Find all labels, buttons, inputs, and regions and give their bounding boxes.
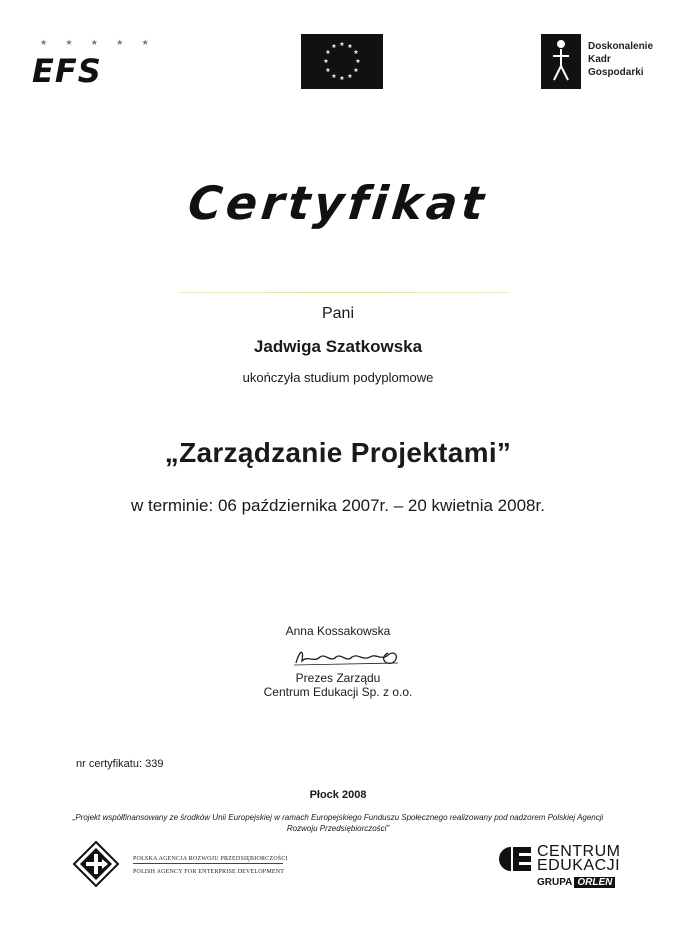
centrum-edukacji-logo-icon (497, 846, 533, 872)
svg-text:★: ★ (347, 43, 353, 50)
funding-note: „Projekt współfinansowany ze środków Unii Europejskiej w ramach Europejskiego Funduszu Społecznego realizowany pod nadzorem Polskiej Agencji Rozwoju Przedsiębiorczości” (72, 813, 604, 833)
ce-logo-line-1: CENTRUM (537, 843, 621, 860)
place-and-year: Płock 2008 (309, 789, 367, 801)
efs-logo (32, 38, 157, 93)
svg-text:★: ★ (339, 75, 345, 82)
completion-text: ukończyła studium podyplomowe (242, 370, 434, 385)
eu-flag-icon (301, 34, 383, 89)
svg-text:★: ★ (331, 73, 337, 80)
signatory-role: Prezes Zarządu (295, 671, 381, 685)
course-name: „Zarządzanie Projektami” (164, 437, 512, 468)
program-logo-line-2: Kadr (588, 54, 611, 65)
orlen-label: ORLEN (574, 877, 615, 888)
svg-text:★: ★ (339, 41, 345, 48)
grupa-label: GRUPA (537, 877, 573, 888)
svg-text:★: ★ (325, 67, 331, 74)
grupa-orlen-badge (537, 877, 615, 888)
signatory-organization: Centrum Edukacji Sp. z o.o. (263, 685, 413, 699)
parp-name-pl: POLSKA AGENCJA ROZWOJU PRZEDSIĘBIORCZOŚCI (133, 856, 288, 862)
efs-logo-text: EFS (32, 52, 102, 90)
certificate-title: Certyfikat (185, 176, 491, 230)
program-logo-text (588, 40, 653, 79)
svg-text:★: ★ (355, 58, 361, 65)
handwritten-signature (288, 645, 408, 669)
parp-name (133, 853, 288, 879)
term-dates: w terminie: 06 października 2007r. – 20 kwietnia 2008r. (131, 496, 545, 515)
program-logo-icon (541, 34, 581, 89)
parp-logo-icon (72, 840, 120, 888)
parp-name-en: POLISH AGENCY FOR ENTERPRISE DEVELOPMENT (133, 869, 285, 875)
salutation: Pani (321, 305, 355, 322)
certificate-number: nr certyfikatu: 339 (76, 758, 164, 770)
svg-text:★: ★ (325, 49, 331, 56)
svg-text:★: ★ (353, 49, 359, 56)
efs-stars: ★ ★ ★ ★ ★ (40, 38, 157, 47)
centrum-edukacji-logo-text (537, 845, 621, 873)
svg-text:★: ★ (323, 58, 329, 65)
parp-divider (133, 863, 283, 864)
ce-logo-line-2: EDUKACJI (537, 857, 621, 874)
signatory-name: Anna Kossakowska (285, 624, 391, 638)
svg-text:★: ★ (347, 73, 353, 80)
title-divider (178, 292, 508, 293)
program-logo-line-1: Doskonalenie (588, 41, 654, 52)
svg-text:★: ★ (331, 43, 337, 50)
recipient-name: Jadwiga Szatkowska (253, 337, 423, 356)
program-logo-line-3: Gospodarki (588, 67, 644, 78)
svg-text:★: ★ (353, 67, 359, 74)
